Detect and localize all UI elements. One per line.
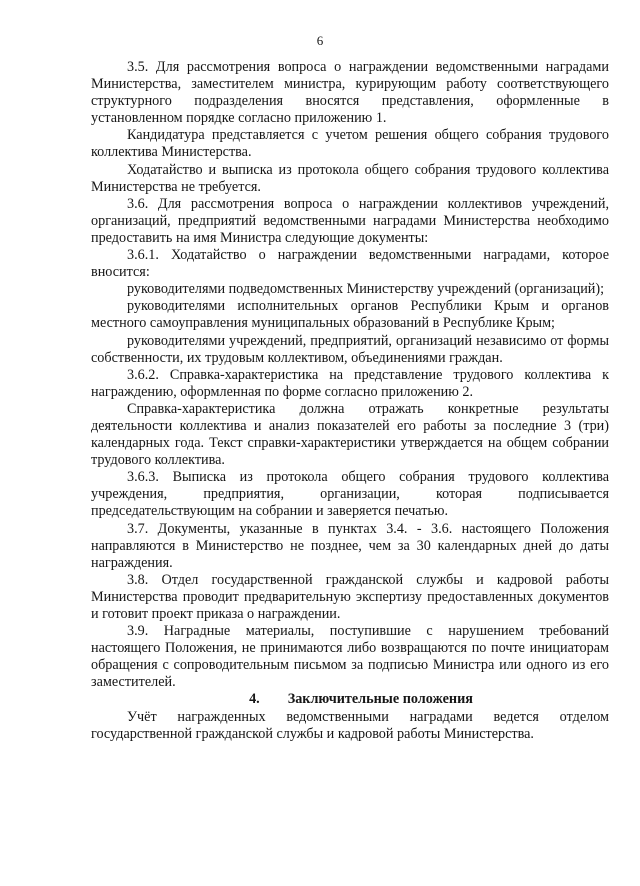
document-body bbox=[91, 59, 609, 743]
page-number: 6 bbox=[316, 33, 324, 48]
paragraph-3-8: 3.8. Отдел государственной гражданской службы и кадровой работы Министерства проводит предварительную экспертизу предоставленных документов и готовит проект приказа о награждении. bbox=[91, 571, 609, 622]
list-item-institution-heads: руководителями учреждений, предприятий, организаций независимо от формы собственности, их трудовым коллективом, объединениями граждан. bbox=[91, 332, 609, 366]
section-title: Заключительные положения bbox=[287, 691, 473, 708]
paragraph-3-6-2: 3.6.2. Справка-характеристика на представление трудового коллектива к награждению, оформленная по форме согласно приложению 2. bbox=[91, 366, 609, 400]
paragraph-3-5: 3.5. Для рассмотрения вопроса о награждении ведомственными наградами Министерства, заместителем министра, курирующим работу соответствующего структурного подразделения вносятся представления, оформленные в установленном порядке согласно приложению 1. bbox=[91, 59, 609, 127]
paragraph-candidacy: Кандидатура представляется с учетом решения общего собрания трудового коллектива Министерства. bbox=[91, 127, 609, 161]
list-item-subordinate-heads: руководителями подведомственных Министерству учреждений (организаций); bbox=[127, 281, 605, 298]
paragraph-reference-requirements: Справка-характеристика должна отражать конкретные результаты деятельности коллектива и анализ показателей его работы за последние 3 (три) календарных года. Текст справки-характеристики утверждается на общем собрании трудового коллектива. bbox=[91, 400, 609, 469]
section-heading bbox=[91, 691, 609, 708]
section-number: 4. bbox=[249, 691, 260, 708]
paragraph-3-6-3: 3.6.3. Выписка из протокола общего собрания трудового коллектива учреждения, предприятия, организации, которая подписывается председательствующим на собрании и заверяется печатью. bbox=[91, 469, 609, 520]
list-item-executive-heads: руководителями исполнительных органов Республики Крым и органов местного самоуправления муниципальных образований в Республике Крым; bbox=[91, 298, 609, 332]
paragraph-final: Учёт награжденных ведомственными наградами ведется отделом государственной гражданской службы и кадровой работы Министерства. bbox=[91, 708, 609, 742]
paragraph-3-9: 3.9. Наградные материалы, поступившие с нарушением требований настоящего Положения, не принимаются либо возвращаются по почте инициаторам обращения с сопроводительным письмом за подписью Министра или одного из его заместителей. bbox=[91, 623, 609, 691]
paragraph-petition-not-required: Ходатайство и выписка из протокола общего собрания трудового коллектива Министерства не требуется. bbox=[91, 161, 609, 195]
paragraph-3-6: 3.6. Для рассмотрения вопроса о награждении коллективов учреждений, организаций, предприятий ведомственными наградами Министерства необходимо предоставить на имя Министра следующие документы: bbox=[91, 195, 609, 246]
paragraph-3-6-1: 3.6.1. Ходатайство о награждении ведомственными наградами, которое вносится: bbox=[91, 247, 609, 281]
paragraph-3-7: 3.7. Документы, указанные в пунктах 3.4. - 3.6. настоящего Положения направляются в Министерство не позднее, чем за 30 календарных дней до даты награждения. bbox=[91, 520, 609, 571]
